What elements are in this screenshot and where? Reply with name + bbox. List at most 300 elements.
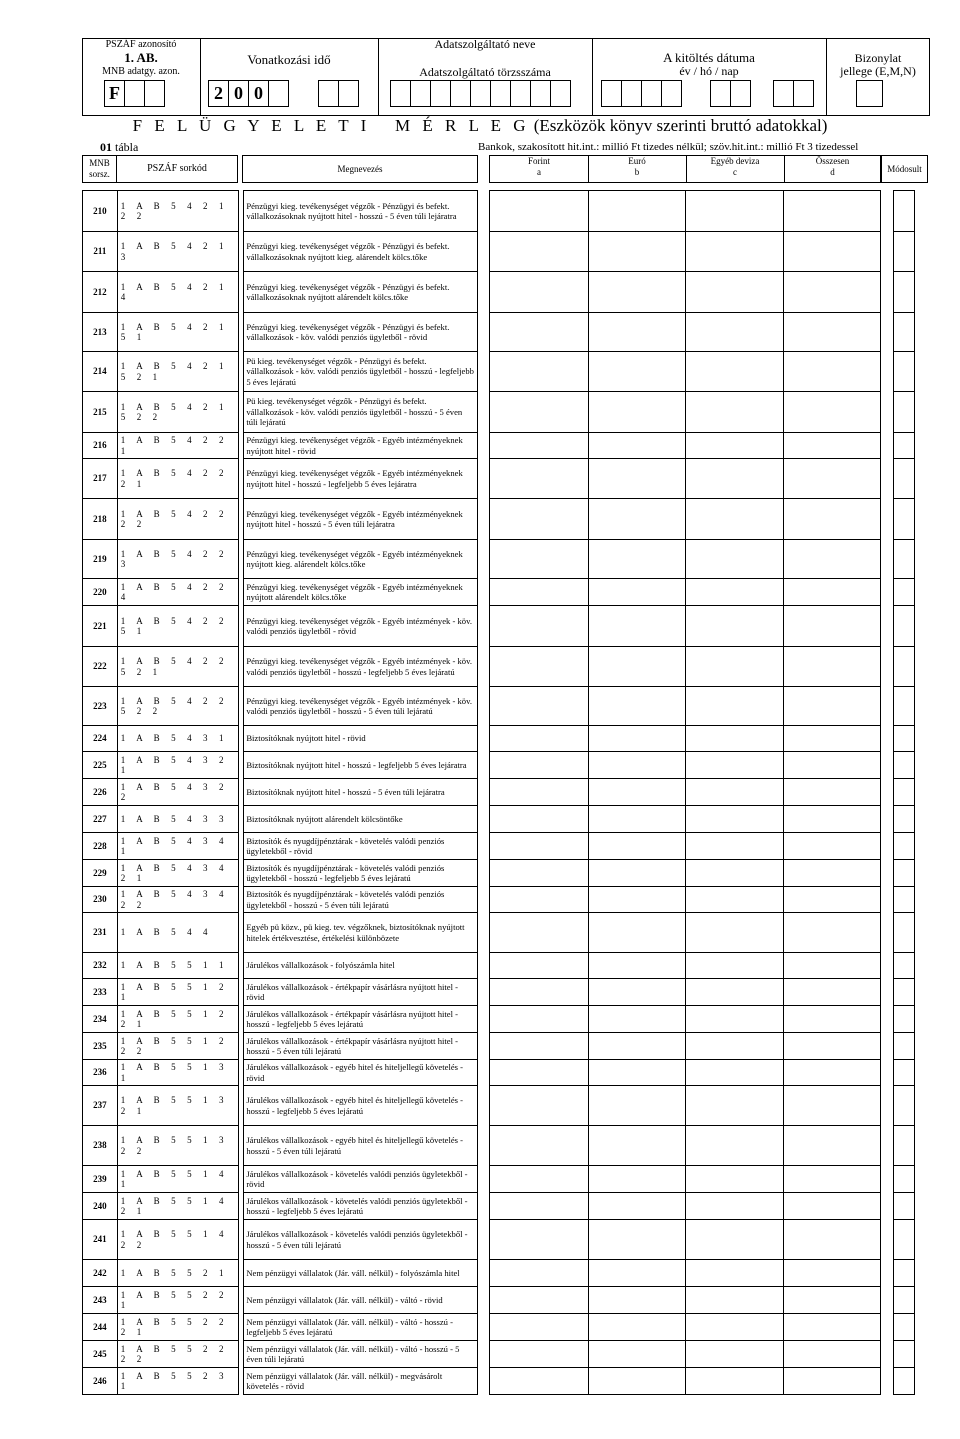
col-header-mnb: MNB sorsz. [82, 155, 117, 183]
amount-cell-total[interactable] [784, 1193, 881, 1220]
amount-cell-other[interactable] [686, 499, 784, 540]
amount-cell-euro[interactable] [588, 726, 686, 752]
amount-cell-forint[interactable] [490, 579, 589, 606]
amount-cell-euro[interactable] [588, 953, 686, 979]
amount-cell-total[interactable] [784, 459, 881, 499]
amount-cell-euro[interactable] [588, 191, 686, 232]
table-row [83, 313, 478, 352]
amount-cell-total[interactable] [784, 1341, 881, 1368]
modified-cell[interactable] [894, 979, 915, 1006]
col-header-modified: Módosult [881, 155, 928, 183]
amount-cell-euro[interactable] [588, 272, 686, 313]
amount-cell-forint[interactable] [490, 1260, 589, 1287]
modified-cell[interactable] [894, 913, 915, 953]
amount-cell-euro[interactable] [588, 1086, 686, 1126]
amount-cell-other[interactable] [686, 979, 784, 1006]
amount-cell-total[interactable] [784, 392, 881, 433]
amount-cell-forint[interactable] [490, 647, 589, 687]
amount-cell-total[interactable] [784, 191, 881, 232]
row-description: Pénzügyi kieg. tevékenységet végzők - Egyéb intézmények - köv. valódi penziós ügyletből - hosszú - 5 éven túli lejáratú [244, 687, 478, 726]
amount-cell-other[interactable] [686, 913, 784, 953]
amount-cell-forint[interactable] [490, 833, 589, 860]
modified-cell[interactable] [894, 887, 915, 913]
amount-cell-other[interactable] [686, 313, 784, 352]
provider-reg-field[interactable] [390, 80, 570, 107]
amount-cell-euro[interactable] [588, 606, 686, 647]
amount-cell-total[interactable] [784, 499, 881, 540]
amount-cell-other[interactable] [686, 860, 784, 887]
table-id [100, 140, 138, 155]
row-code: 1 A B 5 4 2 1 4 [117, 272, 239, 313]
amount-cell-forint[interactable] [490, 806, 589, 833]
amount-cell-forint[interactable] [490, 1126, 589, 1166]
table-row [83, 1166, 478, 1193]
modified-row [894, 1166, 915, 1193]
amount-cell-euro[interactable] [588, 1368, 686, 1395]
modified-cell[interactable] [894, 1126, 915, 1166]
modified-cell[interactable] [894, 1033, 915, 1060]
amount-cell-other[interactable] [686, 752, 784, 779]
modified-cell[interactable] [894, 191, 915, 232]
modified-row [894, 499, 915, 540]
amount-cell-forint[interactable] [490, 1006, 589, 1033]
amount-cell-euro[interactable] [588, 779, 686, 806]
row-description: Pénzügyi kieg. tevékenységet végzők - Egyéb intézményeknek nyújtott hitel - hosszú - 5 éven túli lejáratra [244, 499, 478, 540]
table-row [83, 1126, 478, 1166]
amount-cell-euro[interactable] [588, 752, 686, 779]
amount-cell-forint[interactable] [490, 433, 589, 459]
row-code: 1 A B 5 4 3 4 2 2 [117, 887, 239, 913]
amount-row [490, 352, 881, 392]
modified-cell[interactable] [894, 687, 915, 726]
row-number: 220 [83, 579, 118, 606]
amount-cell-euro[interactable] [588, 1341, 686, 1368]
modified-cell[interactable] [894, 433, 915, 459]
modified-cell[interactable] [894, 647, 915, 687]
amount-cell-total[interactable] [784, 979, 881, 1006]
amount-cell-euro[interactable] [588, 1126, 686, 1166]
amount-cell-forint[interactable] [490, 1314, 589, 1341]
mnb-id-label: MNB adatgy. azon. [102, 66, 180, 77]
amount-cell-total[interactable] [784, 313, 881, 352]
modified-cell[interactable] [894, 606, 915, 647]
modified-cell[interactable] [894, 313, 915, 352]
reg-digit [510, 80, 531, 107]
amount-cell-total[interactable] [784, 1086, 881, 1126]
row-number: 242 [83, 1260, 118, 1287]
row-code: 1 A B 5 4 2 1 2 2 [117, 191, 239, 232]
table-row [83, 1033, 478, 1060]
amount-cell-total[interactable] [784, 272, 881, 313]
amount-cell-forint[interactable] [490, 1220, 589, 1260]
modified-row [894, 860, 915, 887]
amount-cell-other[interactable] [686, 579, 784, 606]
row-description: Járulékos vállalkozások - értékpapír vásárlásra nyújtott hitel - hosszú - 5 éven túli lejáratú [244, 1033, 478, 1060]
amount-cell-total[interactable] [784, 779, 881, 806]
modified-cell[interactable] [894, 579, 915, 606]
row-number: 240 [83, 1193, 118, 1220]
modified-cell[interactable] [894, 1220, 915, 1260]
modified-cell[interactable] [894, 272, 915, 313]
fill-date-month-field[interactable] [710, 80, 750, 107]
amount-row [490, 647, 881, 687]
amount-cell-euro[interactable] [588, 806, 686, 833]
row-number: 212 [83, 272, 118, 313]
modified-row [894, 392, 915, 433]
amount-cell-forint[interactable] [490, 313, 589, 352]
amount-cell-other[interactable] [686, 1287, 784, 1314]
date-digit [641, 80, 662, 107]
row-code: 1 A B 5 4 3 2 2 [117, 779, 239, 806]
row-description: Nem pénzügyi vállalatok (Jár. váll. nélkül) - megvásárolt követelés - rövid [244, 1368, 478, 1395]
amount-cell-forint[interactable] [490, 1341, 589, 1368]
row-code: 1 A B 5 4 3 4 2 1 [117, 860, 239, 887]
amount-cell-euro[interactable] [588, 1220, 686, 1260]
amount-cell-euro[interactable] [588, 1060, 686, 1086]
header-divider [200, 38, 201, 116]
modified-cell[interactable] [894, 953, 915, 979]
amount-cell-other[interactable] [686, 1314, 784, 1341]
amount-cell-total[interactable] [784, 647, 881, 687]
mnb-id-field[interactable] [104, 80, 164, 107]
amount-cell-other[interactable] [686, 1220, 784, 1260]
amount-cell-other[interactable] [686, 232, 784, 272]
table-row [83, 779, 478, 806]
modified-cell[interactable] [894, 1287, 915, 1314]
amount-cell-total[interactable] [784, 606, 881, 647]
reg-digit [430, 80, 451, 107]
table-row [83, 1060, 478, 1086]
amount-cell-euro[interactable] [588, 913, 686, 953]
amount-cell-other[interactable] [686, 1033, 784, 1060]
amount-row [490, 1220, 881, 1260]
amount-cell-euro[interactable] [588, 459, 686, 499]
modified-table [893, 190, 915, 1395]
col-header-total: Összesen d [815, 156, 850, 177]
row-number: 230 [83, 887, 118, 913]
amount-cell-euro[interactable] [588, 313, 686, 352]
row-number: 210 [83, 191, 118, 232]
row-code: 1 A B 5 5 1 4 2 1 [117, 1193, 239, 1220]
amount-cell-euro[interactable] [588, 979, 686, 1006]
modified-cell[interactable] [894, 1193, 915, 1220]
amount-cell-total[interactable] [784, 352, 881, 392]
amount-cell-total[interactable] [784, 1314, 881, 1341]
modified-row [894, 752, 915, 779]
amount-cell-other[interactable] [686, 433, 784, 459]
amount-cell-other[interactable] [686, 1193, 784, 1220]
modified-cell[interactable] [894, 860, 915, 887]
modified-cell[interactable] [894, 540, 915, 579]
amount-cell-euro[interactable] [588, 232, 686, 272]
table-id-label: tábla [115, 140, 139, 154]
modified-cell[interactable] [894, 1086, 915, 1126]
amount-row [490, 1193, 881, 1220]
amount-cell-other[interactable] [686, 1341, 784, 1368]
amount-cell-forint[interactable] [490, 540, 589, 579]
amount-row [490, 887, 881, 913]
amount-cell-forint[interactable] [490, 459, 589, 499]
amount-cell-forint[interactable] [490, 887, 589, 913]
amount-cell-total[interactable] [784, 687, 881, 726]
amount-cell-forint[interactable] [490, 392, 589, 433]
amount-cell-euro[interactable] [588, 833, 686, 860]
modified-cell[interactable] [894, 499, 915, 540]
amount-cell-total[interactable] [784, 433, 881, 459]
col-header-forint: Forint a [527, 156, 550, 177]
amount-cell-forint[interactable] [490, 1287, 589, 1314]
amount-cell-total[interactable] [784, 953, 881, 979]
table-row [83, 540, 478, 579]
amount-cell-other[interactable] [686, 1086, 784, 1126]
modified-cell[interactable] [894, 352, 915, 392]
amount-cell-other[interactable] [686, 392, 784, 433]
modified-row [894, 232, 915, 272]
amount-cell-total[interactable] [784, 1033, 881, 1060]
amount-cell-forint[interactable] [490, 232, 589, 272]
form-title [0, 116, 960, 136]
amount-row [490, 1126, 881, 1166]
fill-date-day-field[interactable] [773, 80, 813, 107]
amount-cell-forint[interactable] [490, 499, 589, 540]
modified-row [894, 647, 915, 687]
amount-cell-other[interactable] [686, 606, 784, 647]
amount-cell-forint[interactable] [490, 913, 589, 953]
amount-cell-other[interactable] [686, 779, 784, 806]
amount-cell-other[interactable] [686, 833, 784, 860]
row-code: 1 A B 5 5 1 3 1 [117, 1060, 239, 1086]
amount-cell-other[interactable] [686, 191, 784, 232]
amount-cell-forint[interactable] [490, 860, 589, 887]
modified-cell[interactable] [894, 459, 915, 499]
amount-cell-other[interactable] [686, 1006, 784, 1033]
modified-cell[interactable] [894, 392, 915, 433]
amount-cell-total[interactable] [784, 860, 881, 887]
amount-cell-other[interactable] [686, 1368, 784, 1395]
col-header-euro: Euró b [628, 156, 646, 177]
amount-cell-forint[interactable] [490, 979, 589, 1006]
modified-cell[interactable] [894, 1341, 915, 1368]
amount-row [490, 1060, 881, 1086]
amount-cell-other[interactable] [686, 459, 784, 499]
amount-cell-euro[interactable] [588, 1260, 686, 1287]
amount-cell-other[interactable] [686, 272, 784, 313]
row-number: 229 [83, 860, 118, 887]
row-description: Járulékos vállalkozások - egyéb hitel és hiteljellegű követelés - hosszú - legfeljebb 5 éves lejáratú [244, 1086, 478, 1126]
amount-cell-total[interactable] [784, 1287, 881, 1314]
table-row [83, 1220, 478, 1260]
amount-cell-total[interactable] [784, 1220, 881, 1260]
table-row [83, 232, 478, 272]
amount-cell-other[interactable] [686, 647, 784, 687]
amount-row [490, 860, 881, 887]
amount-cell-other[interactable] [686, 953, 784, 979]
amount-cell-euro[interactable] [588, 433, 686, 459]
header-divider [378, 38, 379, 116]
amount-cell-forint[interactable] [490, 779, 589, 806]
amount-cell-total[interactable] [784, 913, 881, 953]
amount-cell-forint[interactable] [490, 953, 589, 979]
modified-row [894, 913, 915, 953]
period-month-field[interactable] [318, 80, 358, 107]
amount-cell-forint[interactable] [490, 752, 589, 779]
amount-cell-forint[interactable] [490, 272, 589, 313]
amount-cell-total[interactable] [784, 1006, 881, 1033]
amount-cell-euro[interactable] [588, 887, 686, 913]
modified-row [894, 1341, 915, 1368]
amount-cell-forint[interactable] [490, 1060, 589, 1086]
amount-cell-other[interactable] [686, 806, 784, 833]
table-row [83, 579, 478, 606]
fill-date-year-field[interactable] [601, 80, 681, 107]
amount-cell-total[interactable] [784, 1368, 881, 1395]
row-number: 222 [83, 647, 118, 687]
amount-cell-other[interactable] [686, 887, 784, 913]
modified-cell[interactable] [894, 1060, 915, 1086]
amount-cell-forint[interactable] [490, 1033, 589, 1060]
amount-cell-total[interactable] [784, 1126, 881, 1166]
amount-cell-forint[interactable] [490, 1193, 589, 1220]
amount-cell-forint[interactable] [490, 726, 589, 752]
row-code: 1 A B 5 5 2 2 2 2 [117, 1341, 239, 1368]
amount-cell-other[interactable] [686, 352, 784, 392]
row-number: 215 [83, 392, 118, 433]
modified-cell[interactable] [894, 752, 915, 779]
modified-cell[interactable] [894, 1006, 915, 1033]
amount-cell-euro[interactable] [588, 1287, 686, 1314]
amount-cell-total[interactable] [784, 1060, 881, 1086]
amount-cell-total[interactable] [784, 833, 881, 860]
amount-cell-total[interactable] [784, 540, 881, 579]
amount-cell-euro[interactable] [588, 1314, 686, 1341]
amount-cell-euro[interactable] [588, 579, 686, 606]
modified-cell[interactable] [894, 1260, 915, 1287]
amount-row [490, 806, 881, 833]
row-code: 1 A B 5 4 2 2 3 [117, 540, 239, 579]
row-code: 1 A B 5 4 2 2 4 [117, 579, 239, 606]
row-description: Biztosítóknak nyújtott hitel - hosszú - 5 éven túli lejáratra [244, 779, 478, 806]
table-row [83, 606, 478, 647]
amount-cell-forint[interactable] [490, 1166, 589, 1193]
amount-cell-euro[interactable] [588, 860, 686, 887]
modified-cell[interactable] [894, 1314, 915, 1341]
row-code: 1 A B 5 4 2 2 5 1 [117, 606, 239, 647]
amount-cell-total[interactable] [784, 806, 881, 833]
amount-cell-other[interactable] [686, 1166, 784, 1193]
row-number: 217 [83, 459, 118, 499]
table-row [83, 647, 478, 687]
row-number: 221 [83, 606, 118, 647]
col-header-other: Egyéb deviza c [710, 156, 760, 177]
amount-row [490, 313, 881, 352]
amount-cell-forint[interactable] [490, 606, 589, 647]
modified-cell[interactable] [894, 779, 915, 806]
amount-cell-forint[interactable] [490, 191, 589, 232]
period-year-field[interactable] [208, 80, 288, 107]
row-description: Járulékos vállalkozások - követelés valódi penziós ügyletekből - rövid [244, 1166, 478, 1193]
amount-cell-other[interactable] [686, 540, 784, 579]
modified-cell[interactable] [894, 726, 915, 752]
modified-cell[interactable] [894, 1166, 915, 1193]
col-header-name: Megnevezés [242, 155, 478, 183]
modified-row [894, 579, 915, 606]
row-code: 1 A B 5 5 2 2 1 [117, 1287, 239, 1314]
modified-row [894, 272, 915, 313]
amount-cell-euro[interactable] [588, 352, 686, 392]
amount-cell-total[interactable] [784, 887, 881, 913]
row-description: Járulékos vállalkozások - egyéb hitel és hiteljellegű követelés - rövid [244, 1060, 478, 1086]
modified-cell[interactable] [894, 232, 915, 272]
row-code: 1 A B 5 4 2 1 3 [117, 232, 239, 272]
row-code: 1 A B 5 4 2 2 2 1 [117, 459, 239, 499]
row-code: 1 A B 5 4 3 3 [117, 806, 239, 833]
amount-cell-other[interactable] [686, 687, 784, 726]
amount-cell-total[interactable] [784, 1166, 881, 1193]
amount-cell-other[interactable] [686, 1126, 784, 1166]
row-description: Járulékos vállalkozások - követelés valódi penziós ügyletekből - hosszú - 5 éven túli lejáratú [244, 1220, 478, 1260]
doc-type-field[interactable] [856, 80, 882, 107]
amount-cell-euro[interactable] [588, 687, 686, 726]
amount-cell-other[interactable] [686, 1060, 784, 1086]
reg-digit [550, 80, 571, 107]
amount-cell-total[interactable] [784, 232, 881, 272]
modified-row [894, 1368, 915, 1395]
amount-cell-forint[interactable] [490, 1368, 589, 1395]
amount-cell-euro[interactable] [588, 392, 686, 433]
row-code: 1 A B 5 4 2 1 5 1 [117, 313, 239, 352]
modified-row [894, 1260, 915, 1287]
amount-cell-euro[interactable] [588, 647, 686, 687]
row-number: 226 [83, 779, 118, 806]
modified-row [894, 352, 915, 392]
row-number: 244 [83, 1314, 118, 1341]
modified-cell[interactable] [894, 806, 915, 833]
amount-cell-other[interactable] [686, 1260, 784, 1287]
amount-row [490, 579, 881, 606]
amount-cell-euro[interactable] [588, 499, 686, 540]
modified-cell[interactable] [894, 833, 915, 860]
amount-cell-total[interactable] [784, 1260, 881, 1287]
col-divider [784, 155, 785, 183]
amount-cell-total[interactable] [784, 726, 881, 752]
doc-type-label-2: jellege (E,M,N) [840, 64, 916, 78]
amount-cell-total[interactable] [784, 752, 881, 779]
col-divider [686, 155, 687, 183]
row-description: Pénzügyi kieg. tevékenységet végzők - Pénzügyi és befekt. vállalkozásoknak nyújtott kieg. alárendelt kölcs.tőke [244, 232, 478, 272]
row-number: 235 [83, 1033, 118, 1060]
amount-cell-euro[interactable] [588, 1006, 686, 1033]
row-description: Pénzügyi kieg. tevékenységet végzők - Egyéb intézmények - köv. valódi penziós ügyletből - rövid [244, 606, 478, 647]
modified-row [894, 779, 915, 806]
amount-cell-euro[interactable] [588, 540, 686, 579]
row-number: 218 [83, 499, 118, 540]
modified-row [894, 833, 915, 860]
row-code: 1 A B 5 5 1 4 1 [117, 1166, 239, 1193]
amount-cell-forint[interactable] [490, 352, 589, 392]
amount-cell-euro[interactable] [588, 1033, 686, 1060]
modified-cell[interactable] [894, 1368, 915, 1395]
amount-cell-other[interactable] [686, 726, 784, 752]
amount-cell-euro[interactable] [588, 1166, 686, 1193]
modified-row [894, 687, 915, 726]
amount-cell-total[interactable] [784, 579, 881, 606]
amount-cell-forint[interactable] [490, 1086, 589, 1126]
row-code: 1 A B 5 5 2 3 1 [117, 1368, 239, 1395]
amount-cell-euro[interactable] [588, 1193, 686, 1220]
table-row [83, 392, 478, 433]
reg-digit [530, 80, 551, 107]
amount-cell-forint[interactable] [490, 687, 589, 726]
